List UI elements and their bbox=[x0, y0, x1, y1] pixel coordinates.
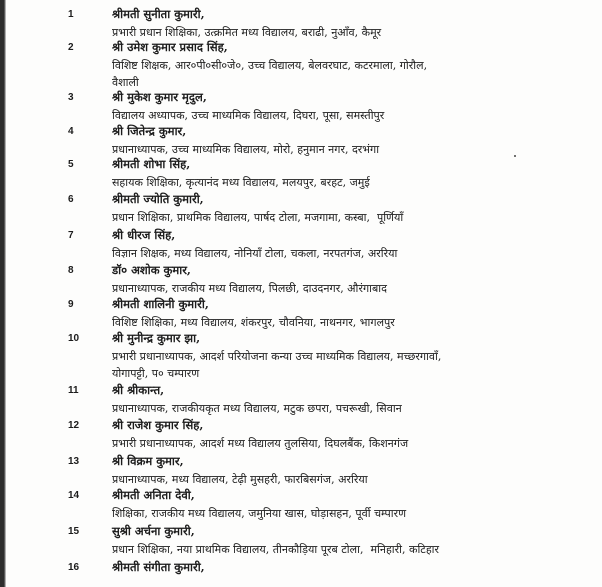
entry-description: सहायक शिक्षिका, कृत्यानंद मध्य विद्यालय, मलयपुर, बरहट, जमुई bbox=[112, 176, 370, 189]
entry-name: श्रीमती ज्योति कुमारी, bbox=[112, 192, 204, 206]
entry-name: श्रीमती संगीता कुमारी, bbox=[112, 560, 205, 574]
entry-description: प्रभारी प्रधानाध्यापक, आदर्श परियोजना कन्या उच्च माध्यमिक विद्यालय, मच्छरगावाँ, योगापट्टी, प० चम्पारण bbox=[112, 350, 442, 380]
entry-number: 9 bbox=[68, 299, 74, 310]
entry-number: 11 bbox=[68, 385, 79, 396]
entry-number: 8 bbox=[68, 265, 74, 276]
entry-name: श्री उमेश कुमार प्रसाद सिंह, bbox=[112, 40, 228, 54]
entry-number: 6 bbox=[68, 194, 74, 205]
entry-number: 1 bbox=[68, 9, 74, 20]
entry-number: 16 bbox=[68, 562, 80, 573]
entry-name: श्री मुकेश कुमार मृदुल, bbox=[112, 90, 207, 104]
entry-name: श्री धीरज सिंह, bbox=[112, 228, 176, 242]
entry-number: 14 bbox=[68, 490, 80, 501]
entry-number: 10 bbox=[68, 333, 80, 344]
entry-description: प्रधानाध्यापक, मध्य विद्यालय, टेढ़ी मुसहरी, फारबिसगंज, अररिया bbox=[112, 473, 368, 486]
entry-description: प्रधान शिक्षिका, प्राथमिक विद्यालय, पार्षद टोला, मजगामा, कस्बा, पूर्णियाँ bbox=[112, 211, 404, 224]
entry-name: श्री राजेश कुमार सिंह, bbox=[112, 418, 204, 432]
entry-number: 3 bbox=[68, 92, 74, 103]
entry-number: 15 bbox=[68, 526, 80, 537]
entry-name: श्री मुनीन्द्र कुमार झा, bbox=[112, 331, 201, 345]
entry-description: प्रधानाध्यापक, राजकीय मध्य विद्यालय, पिलछी, दाउदनगर, औरंगाबाद bbox=[112, 282, 387, 295]
entry-number: 2 bbox=[68, 42, 74, 53]
scan-speck bbox=[514, 155, 516, 157]
entry-name: श्रीमती शोभा सिंह, bbox=[112, 157, 191, 171]
entry-description: शिक्षिका, राजकीय मध्य विद्यालय, जमुनिया खास, घोड़ासहन, पूर्वी चम्पारण bbox=[112, 507, 407, 520]
entry-description: विशिष्ट शिक्षिका, मध्य विद्यालय, शंकरपुर, चौवनिया, नाथनगर, भागलपुर bbox=[112, 316, 395, 329]
entry-name: श्री जितेन्द्र कुमार, bbox=[112, 124, 187, 138]
entry-description: विज्ञान शिक्षक, मध्य विद्यालय, नोनियाँ टोला, चकला, नरपतगंज, अररिया bbox=[112, 247, 398, 260]
entry-number: 12 bbox=[68, 420, 80, 431]
entry-name: श्रीमती शालिनी कुमारी, bbox=[112, 297, 209, 311]
entry-description: विद्यालय अध्यापक, उच्च माध्यमिक विद्यालय, दिघरा, पूसा, समस्तीपुर bbox=[112, 109, 385, 122]
entry-name: श्री श्रीकान्त, bbox=[112, 383, 165, 397]
entry-number: 4 bbox=[68, 126, 74, 137]
entry-description: प्रभारी प्रधानाध्यापक, आदर्श मध्य विद्यालय तुलसिया, दिघलबैंक, किशनगंज bbox=[112, 437, 409, 450]
entry-name: श्रीमती अनिता देवी, bbox=[112, 488, 195, 502]
entry-number: 7 bbox=[68, 230, 74, 241]
entry-name: श्री विक्रम कुमार, bbox=[112, 454, 184, 468]
entry-number: 5 bbox=[68, 159, 74, 170]
entry-description: प्रभारी प्रधान शिक्षिका, उत्क्रमित मध्य विद्यालय, बराढी, नुआँव, कैमूर bbox=[112, 26, 382, 39]
entry-name: डॉ० अशोक कुमार, bbox=[112, 263, 191, 277]
entry-description: प्रधानाध्यापक, उच्च माध्यमिक विद्यालय, मोरो, हनुमान नगर, दरभंगा bbox=[112, 143, 380, 156]
entry-number: 13 bbox=[68, 456, 80, 467]
document-page bbox=[6, 0, 602, 587]
entry-description: विशिष्ट शिक्षक, आर०पी०सी०जे०, उच्च विद्यालय, बेलवरघाट, कटरमाला, गोरौल, वैशाली bbox=[112, 59, 428, 89]
entry-name: श्रीमती सुनीता कुमारी, bbox=[112, 7, 205, 21]
entry-description: प्रधानाध्यापक, राजकीयकृत मध्य विद्यालय, मटुक छपरा, पचरूखी, सिवान bbox=[112, 402, 402, 415]
entry-name: सुश्री अर्चना कुमारी, bbox=[112, 524, 195, 538]
entry-description: प्रधान शिक्षिका, नया प्राथमिक विद्यालय, तीनकौड़िया पूरब टोला, मनिहारी, कटिहार bbox=[112, 543, 440, 556]
